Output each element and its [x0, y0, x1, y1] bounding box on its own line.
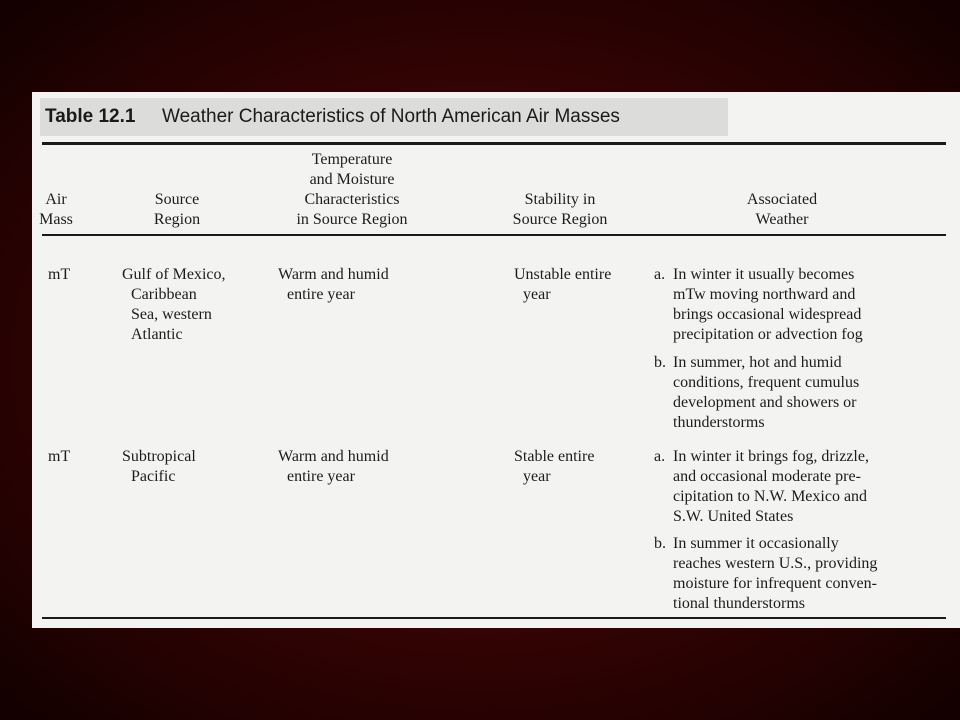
row-1-air-mass: mT — [48, 266, 71, 283]
header-stability: Stability in Source Region — [512, 191, 608, 228]
bottom-rule — [42, 617, 946, 619]
table-number: Table 12.1 — [45, 106, 136, 127]
row-2-air-mass: mT — [48, 448, 71, 465]
header-associated-weather: Associated Weather — [746, 191, 818, 228]
header-temperature-moisture: Temperature and Moisture Characteristics in Source Region — [296, 151, 408, 228]
row-1-stability: Unstable entire year — [514, 266, 612, 303]
header-air-mass: Air Mass — [39, 191, 73, 228]
document-scan: Table 12.1 Weather Characteristics of North American Air Masses Air Mass Source Region Temperature and Moisture Characteristics in Source Region Stability in Source Region Associated Weather mT Gulf of Mexico, Caribbean Sea, western Atlantic Warm and humid entire year Unstable entire year a. In winter it usually becomes mTw moving northward and brings occasional widespread precipitation or advection fog b. In summer, hot and humid conditions, frequent cumulus development and showers or thunderstorms mT Subtropical Pacific Warm and humid entire year Stable entire year a. In winter it brings fog, drizzle, and occasional moderate pre- cipitation to N.W. Mexico and S.W. United States b. In summer it occasionally reaches western U.S., providing moisture for infrequent conven- tional thunderstorms — [32, 92, 960, 628]
row-1-temperature: Warm and humid entire year — [278, 266, 389, 303]
row-2-temperature: Warm and humid entire year — [278, 448, 389, 485]
table-caption: Weather Characteristics of North American Air Masses — [162, 106, 620, 127]
row-2-source-region: Subtropical Pacific — [122, 448, 196, 485]
row-2-stability: Stable entire year — [514, 448, 595, 485]
header-rule — [42, 234, 946, 236]
header-source-region: Source Region — [153, 191, 201, 228]
top-rule — [42, 142, 946, 145]
row-1-source-region: Gulf of Mexico, Caribbean Sea, western Atlantic — [122, 266, 226, 343]
